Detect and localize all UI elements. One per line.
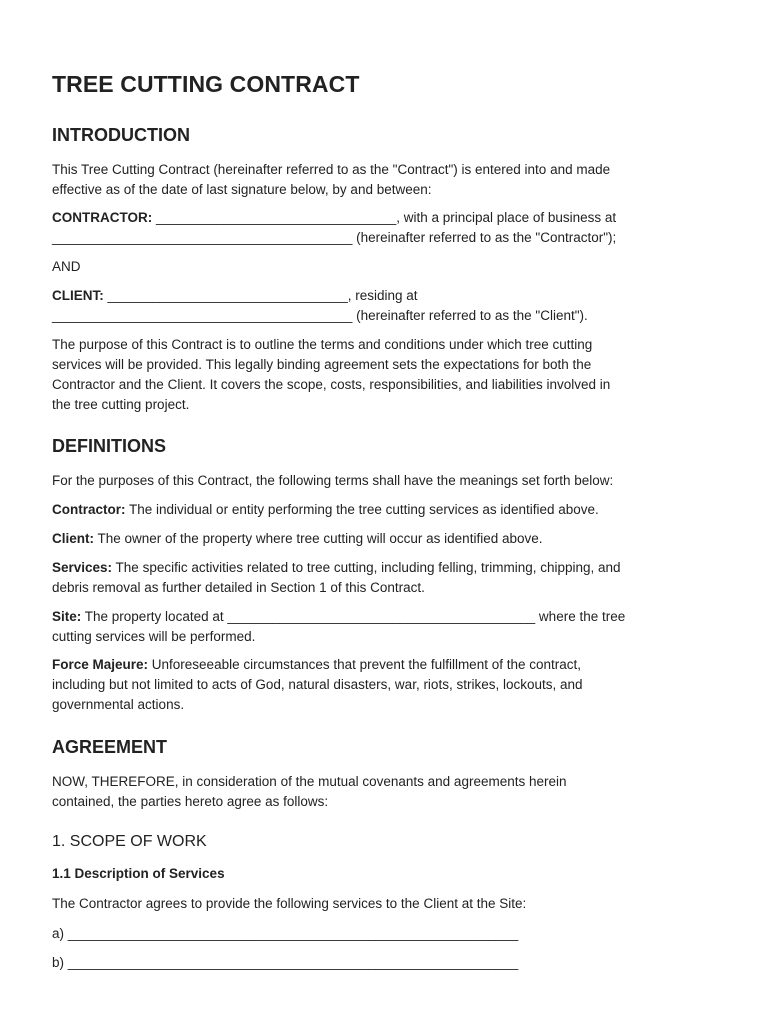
introduction-paragraph-line-2: effective as of the date of last signature below, by and between: bbox=[52, 182, 432, 197]
service-item-a: a) ____________________________________________________________ bbox=[52, 926, 519, 941]
purpose-line-2: services will be provided. This legally binding agreement sets the expectations for both the bbox=[52, 357, 592, 372]
client-party-paragraph bbox=[52, 286, 722, 326]
contractor-party-line-1-text: ________________________________, with a principal place of business at bbox=[152, 210, 617, 225]
scope-of-work-heading: 1. SCOPE OF WORK bbox=[52, 833, 207, 850]
contractor-party-line-2: ________________________________________ (hereinafter referred to as the "Contractor"); bbox=[52, 230, 617, 245]
agreement-line-1: NOW, THEREFORE, in consideration of the mutual covenants and agreements herein bbox=[52, 774, 567, 789]
introduction-paragraph-line-1: This Tree Cutting Contract (hereinafter referred to as the "Contract") is entered into and made bbox=[52, 162, 611, 177]
contractor-party-paragraph bbox=[52, 208, 722, 248]
definitions-intro: For the purposes of this Contract, the following terms shall have the meanings set forth below: bbox=[52, 473, 614, 488]
description-of-services-heading: 1.1 Description of Services bbox=[52, 866, 225, 881]
definition-services-line-1-text: The specific activities related to tree cutting, including felling, trimming, chipping, and bbox=[112, 560, 621, 575]
definition-client-text: The owner of the property where tree cutting will occur as identified above. bbox=[94, 531, 543, 546]
definitions-heading: DEFINITIONS bbox=[52, 436, 167, 456]
service-item-b: b) ____________________________________________________________ bbox=[52, 955, 519, 970]
purpose-line-4: the tree cutting project. bbox=[52, 397, 190, 412]
agreement-paragraph bbox=[52, 772, 722, 812]
contractor-party-line-1 bbox=[52, 208, 722, 228]
definition-services-line-1 bbox=[52, 558, 722, 578]
purpose-line-3: Contractor and the Client. It covers the scope, costs, responsibilities, and liabilities involved in bbox=[52, 377, 611, 392]
purpose-line-1: The purpose of this Contract is to outline the terms and conditions under which tree cutting bbox=[52, 337, 593, 352]
client-party-line-2: ________________________________________ (hereinafter referred to as the "Client"). bbox=[52, 308, 588, 323]
definition-contractor-term: Contractor: bbox=[52, 502, 126, 517]
services-intro: The Contractor agrees to provide the following services to the Client at the Site: bbox=[52, 896, 527, 911]
agreement-line-2: contained, the parties hereto agree as follows: bbox=[52, 794, 329, 809]
definition-client-term: Client: bbox=[52, 531, 94, 546]
introduction-heading: INTRODUCTION bbox=[52, 125, 190, 145]
definition-services bbox=[52, 558, 722, 598]
client-party-label: CLIENT: bbox=[52, 288, 104, 303]
client-party-line-1-text: ________________________________, residing at bbox=[103, 288, 418, 303]
and-separator: AND bbox=[52, 259, 81, 274]
definition-site-line-2: cutting services will be performed. bbox=[52, 629, 256, 644]
definition-client-line bbox=[52, 529, 722, 549]
definition-contractor bbox=[52, 500, 722, 520]
definition-contractor-text: The individual or entity performing the tree cutting services as identified above. bbox=[125, 502, 599, 517]
definition-services-line-2: debris removal as further detailed in Section 1 of this Contract. bbox=[52, 580, 425, 595]
contractor-party-label: CONTRACTOR: bbox=[52, 210, 153, 225]
definition-services-term: Services: bbox=[52, 560, 113, 575]
definition-force-majeure-line-2: including but not limited to acts of God, natural disasters, war, riots, strikes, lockouts, and bbox=[52, 677, 583, 692]
document-title: TREE CUTTING CONTRACT bbox=[52, 71, 360, 97]
purpose-paragraph bbox=[52, 335, 722, 415]
definition-site-term: Site: bbox=[52, 609, 82, 624]
definition-site bbox=[52, 607, 722, 647]
agreement-heading: AGREEMENT bbox=[52, 737, 168, 757]
definition-force-majeure bbox=[52, 655, 722, 715]
definition-force-majeure-term: Force Majeure: bbox=[52, 657, 149, 672]
definition-contractor-line bbox=[52, 500, 722, 520]
definition-site-line-1-text: The property located at _________________________________________ where the tree bbox=[81, 609, 626, 624]
introduction-paragraph bbox=[52, 160, 722, 200]
definition-force-majeure-line-1 bbox=[52, 655, 722, 675]
definition-client bbox=[52, 529, 722, 549]
client-party-line-1 bbox=[52, 286, 722, 306]
definition-force-majeure-line-3: governmental actions. bbox=[52, 697, 185, 712]
definition-force-majeure-line-1-text: Unforeseeable circumstances that prevent the fulfillment of the contract, bbox=[148, 657, 582, 672]
definition-site-line-1 bbox=[52, 607, 722, 627]
